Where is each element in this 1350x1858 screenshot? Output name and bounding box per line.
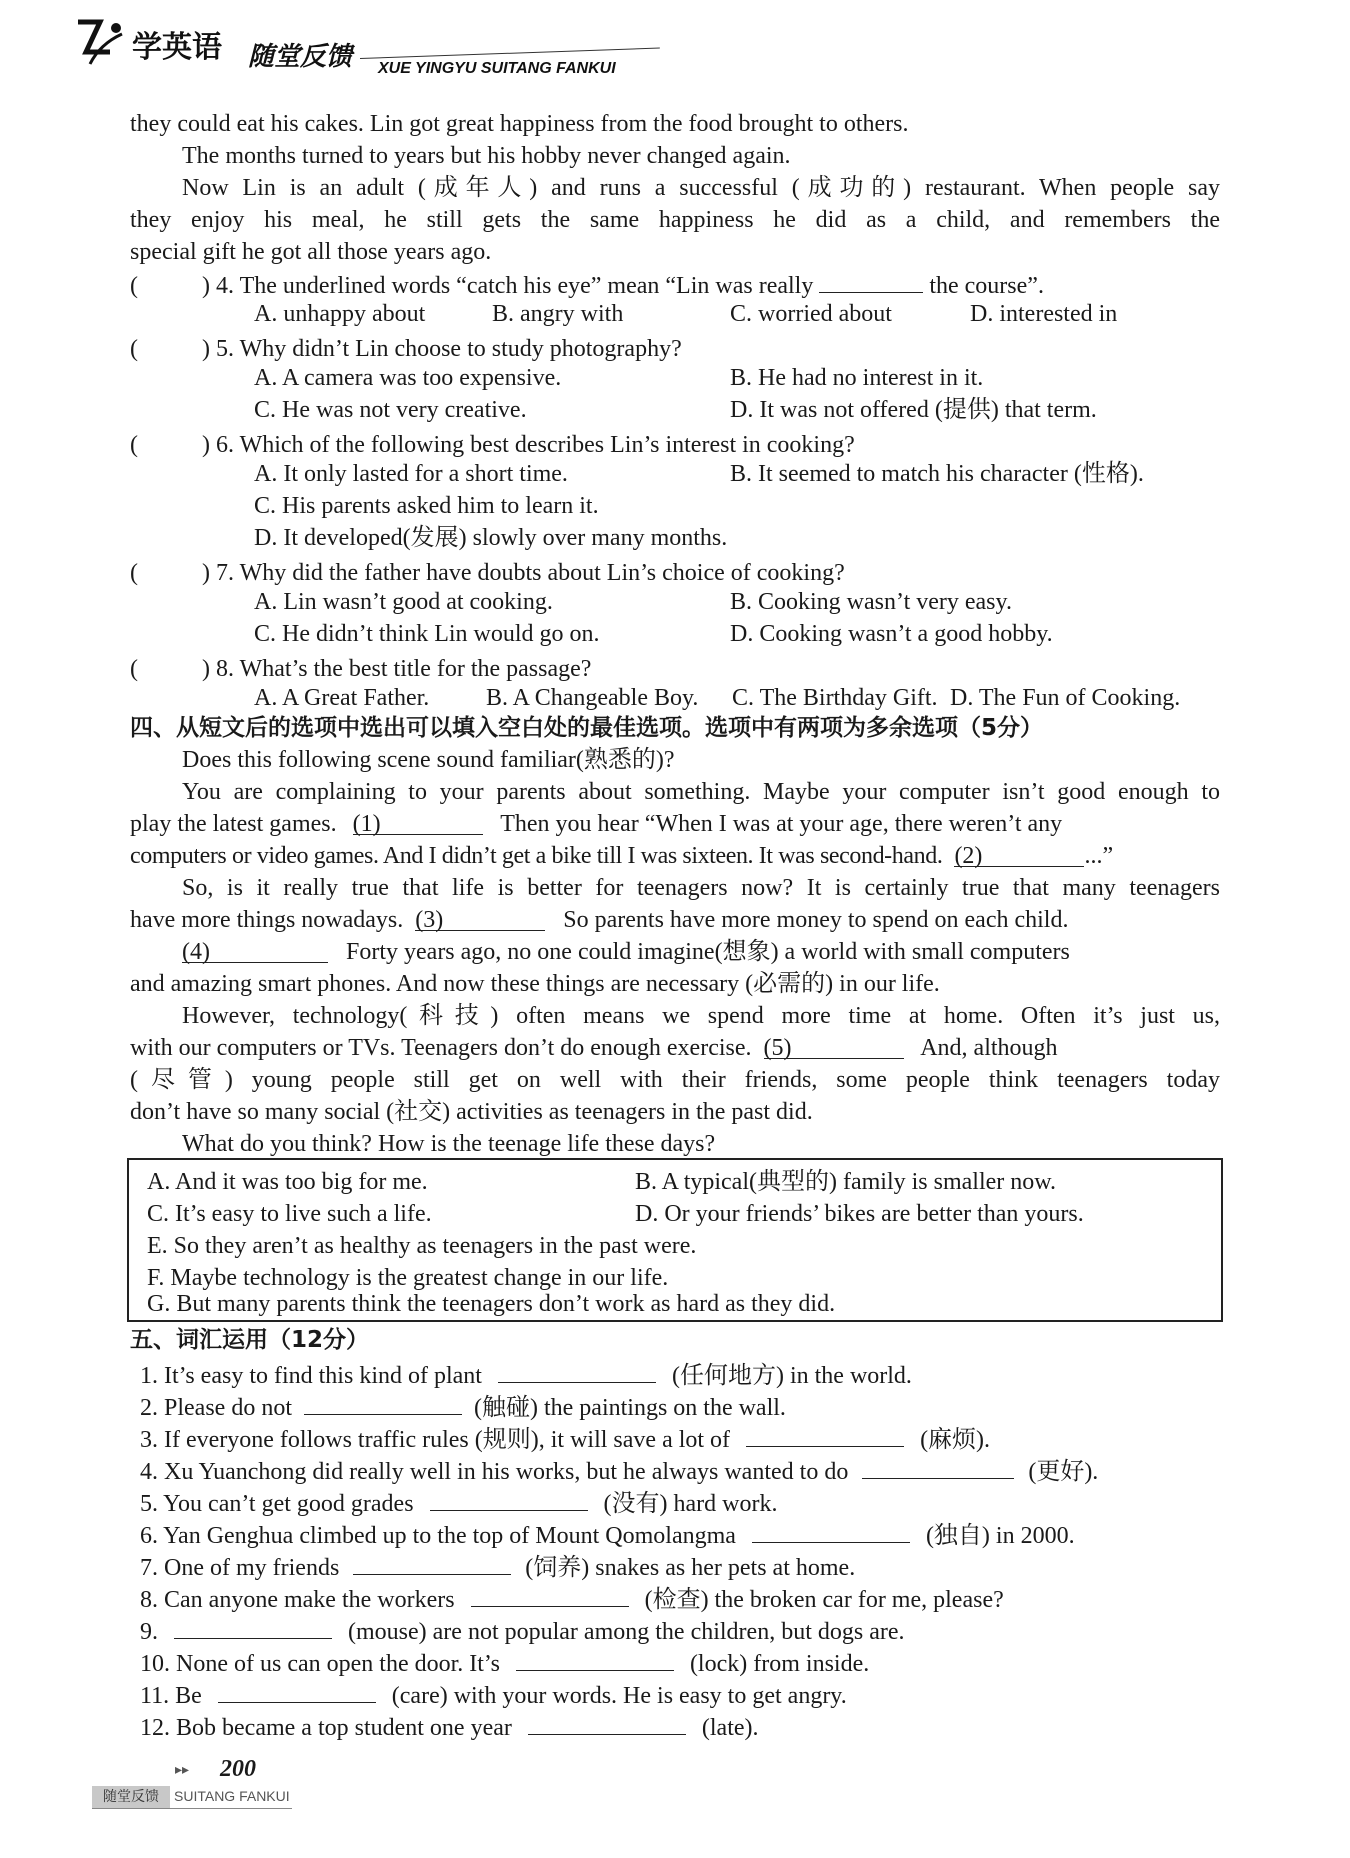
- vocab-blank[interactable]: [498, 1356, 656, 1383]
- option-c[interactable]: C. It’s easy to live such a life.: [147, 1201, 432, 1227]
- page-number: 200: [220, 1756, 256, 1782]
- text-segment: So parents have more money to spend on each child.: [563, 907, 1069, 933]
- double-arrow-icon: ▸▸: [175, 1762, 190, 1778]
- answer-slot[interactable]: [144, 554, 196, 580]
- question-4: [130, 266, 1044, 302]
- text-line: However, technology(科技) often means we spend more time at home. Often it’s just us,: [182, 1003, 1220, 1029]
- answer-paren-open: (: [130, 273, 138, 299]
- answer-paren-open: (: [130, 560, 138, 586]
- vocab-blank[interactable]: [862, 1452, 1014, 1479]
- vocab-blank[interactable]: [304, 1388, 462, 1415]
- blank-number: (1): [352, 811, 381, 837]
- item-hint: (care) with your words. He is easy to get angry.: [391, 1683, 847, 1709]
- option-a[interactable]: A. A Great Father.: [254, 685, 430, 711]
- text-line: don’t have so many social (社交) activities as teenagers in the past did.: [130, 1099, 813, 1125]
- option-g[interactable]: G. But many parents think the teenagers don’t work as hard as they did.: [147, 1291, 836, 1317]
- item-text: 8. Can anyone make the workers: [140, 1587, 455, 1613]
- text-line: (尽管) young people still get on well with their friends, some people think teenagers today: [130, 1067, 1220, 1093]
- vocab-item: [140, 1612, 905, 1648]
- passage-line: they enjoy his meal, he still gets the same happiness he did as a child, and remembers the: [130, 207, 1220, 233]
- item-text: 12. Bob became a top student one year: [140, 1715, 512, 1741]
- option-b[interactable]: B. He had no interest in it.: [730, 365, 984, 391]
- vocab-blank[interactable]: [516, 1644, 674, 1671]
- blank-number: (2): [954, 843, 983, 869]
- text-line: Does this following scene sound familiar(熟悉的)?: [182, 747, 675, 773]
- answer-slot[interactable]: [144, 650, 196, 676]
- answer-paren-close: ): [202, 656, 210, 682]
- option-d[interactable]: D. Or your friends’ bikes are better than yours.: [635, 1201, 1084, 1227]
- option-d[interactable]: D. interested in: [970, 301, 1118, 327]
- vocab-blank[interactable]: [174, 1612, 332, 1639]
- vocab-blank[interactable]: [746, 1420, 904, 1447]
- answer-paren-open: (: [130, 432, 138, 458]
- item-text: 6. Yan Genghua climbed up to the top of Mount Qomolangma: [140, 1523, 736, 1549]
- vocab-blank[interactable]: [353, 1548, 511, 1575]
- option-e[interactable]: E. So they aren’t as healthy as teenagers in the past were.: [147, 1233, 697, 1259]
- option-d[interactable]: D. Cooking wasn’t a good hobby.: [730, 621, 1053, 647]
- item-text: 5. You can’t get good grades: [140, 1491, 414, 1517]
- answer-paren-close: ): [202, 560, 210, 586]
- text-line-with-blank: [130, 808, 1220, 840]
- vocab-blank[interactable]: [752, 1516, 910, 1543]
- footer-rule: [92, 1808, 292, 1809]
- text-segment: play the latest games.: [130, 811, 337, 837]
- vocab-item: [140, 1484, 777, 1520]
- answer-paren-close: ): [202, 432, 210, 458]
- passage-line: Now Lin is an adult (成年人) and runs a successful (成功的) restaurant. When people say: [182, 175, 1220, 201]
- blank-number: (4): [182, 939, 210, 965]
- header-title-cn: 学英语: [132, 30, 222, 65]
- section-5: [130, 1324, 1225, 1744]
- text-segment: with our computers or TVs. Teenagers don’t do enough exercise.: [130, 1035, 752, 1061]
- passage-end: [130, 108, 1220, 268]
- item-text: 10. None of us can open the door. It’s: [140, 1651, 500, 1677]
- option-a[interactable]: A. And it was too big for me.: [147, 1169, 428, 1195]
- passage-line: The months turned to years but his hobby never changed again.: [182, 143, 791, 169]
- question-5: [130, 330, 682, 365]
- item-hint: (任何地方) in the world.: [671, 1363, 912, 1389]
- text-line: What do you think? How is the teenage life these days?: [182, 1131, 716, 1157]
- vocab-item: [140, 1708, 759, 1744]
- section-4-title: 四、从短文后的选项中选出可以填入空白处的最佳选项。选项中有两项为多余选项（5分）: [130, 715, 1044, 741]
- answer-paren-open: (: [130, 336, 138, 362]
- passage-line: they could eat his cakes. Lin got great happiness from the food brought to others.: [130, 111, 909, 137]
- vocab-blank[interactable]: [528, 1708, 686, 1735]
- blank-2[interactable]: [954, 840, 1084, 867]
- fill-blank[interactable]: [819, 266, 923, 293]
- item-text: 2. Please do not: [140, 1395, 292, 1421]
- option-d[interactable]: D. It was not offered (提供) that term.: [730, 397, 1097, 423]
- item-hint: (饲养) snakes as her pets at home.: [525, 1555, 856, 1581]
- vocab-item: [140, 1676, 847, 1712]
- vocab-item: [140, 1388, 786, 1424]
- question-stem: 4. The underlined words “catch his eye” mean “Lin was really: [216, 273, 814, 299]
- item-text: 1. It’s easy to find this kind of plant: [140, 1363, 482, 1389]
- text-line: and amazing smart phones. And now these things are necessary (必需的) in our life.: [130, 971, 940, 997]
- item-hint: (检查) the broken car for me, please?: [644, 1587, 1004, 1613]
- option-a[interactable]: A. Lin wasn’t good at cooking.: [254, 589, 553, 615]
- vocab-blank[interactable]: [471, 1580, 629, 1607]
- text-segment: computers or video games. And I didn’t get a bike till I was sixteen. It was second-hand.: [130, 843, 943, 869]
- question-stem: 5. Why didn’t Lin choose to study photography?: [216, 336, 682, 362]
- blank-3[interactable]: [415, 904, 545, 931]
- header-title-en: XUE YINGYU SUITANG FANKUI: [378, 60, 616, 77]
- question-stem: 8. What’s the best title for the passage?: [216, 656, 592, 682]
- vocab-item: [140, 1420, 990, 1456]
- footer-tag-cn: 随堂反馈: [92, 1786, 170, 1808]
- option-c[interactable]: C. He didn’t think Lin would go on.: [254, 621, 600, 647]
- section-4: [130, 712, 1220, 1157]
- logo-icon: [70, 14, 130, 74]
- text-segment: And, although: [920, 1035, 1058, 1061]
- text-line-with-blank: [130, 1032, 1220, 1064]
- answer-paren-open: (: [130, 656, 138, 682]
- text-segment: Forty years ago, no one could imagine(想象) a world with small computers: [346, 939, 1070, 965]
- section-5-title: 五、词汇运用（12分）: [130, 1327, 370, 1353]
- vocab-blank[interactable]: [218, 1676, 376, 1703]
- vocab-blank[interactable]: [430, 1484, 588, 1511]
- item-hint: (触碰) the paintings on the wall.: [473, 1395, 786, 1421]
- question-7: [130, 554, 845, 589]
- vocab-item: [140, 1644, 869, 1680]
- answer-slot[interactable]: [144, 426, 196, 452]
- header-rule: [360, 48, 660, 59]
- reading-questions: [130, 266, 1230, 711]
- option-b[interactable]: B. It seemed to match his character (性格).: [730, 461, 1144, 487]
- blank-number: (5): [763, 1035, 792, 1061]
- item-text: 7. One of my friends: [140, 1555, 340, 1581]
- text-segment: have more things nowadays.: [130, 907, 404, 933]
- option-c[interactable]: C. He was not very creative.: [254, 397, 527, 423]
- item-text: 9.: [140, 1619, 158, 1645]
- blank-1[interactable]: [353, 808, 483, 835]
- item-hint: (独自) in 2000.: [925, 1523, 1075, 1549]
- option-a[interactable]: A. unhappy about: [254, 301, 426, 327]
- footer-tag-en: SUITANG FANKUI: [174, 1788, 290, 1804]
- item-hint: (麻烦).: [920, 1427, 991, 1453]
- text-line-with-blank: [182, 936, 1070, 968]
- item-hint: (late).: [701, 1715, 759, 1741]
- item-text: 3. If everyone follows traffic rules (规则), it will save a lot of: [140, 1427, 731, 1453]
- text-line: So, is it really true that life is better for teenagers now? It is certainly true that many teenagers: [182, 875, 1220, 901]
- vocab-item: [140, 1356, 912, 1392]
- item-hint: (lock) from inside.: [689, 1651, 870, 1677]
- text-line-with-blank: [130, 904, 1068, 936]
- vocab-item: [140, 1452, 1098, 1488]
- question-8: [130, 650, 591, 685]
- option-c[interactable]: C. The Birthday Gift.: [732, 685, 938, 711]
- header-subtitle-cn: 随堂反馈: [248, 42, 353, 72]
- option-d[interactable]: D. The Fun of Cooking.: [950, 685, 1181, 711]
- question-stem: 6. Which of the following best describes Lin’s interest in cooking?: [216, 432, 855, 458]
- blank-number: (3): [415, 907, 444, 933]
- blank-5[interactable]: [764, 1032, 904, 1059]
- option-a[interactable]: A. It only lasted for a short time.: [254, 461, 568, 487]
- option-a[interactable]: A. A camera was too expensive.: [254, 365, 562, 391]
- option-b[interactable]: B. A Changeable Boy.: [486, 685, 699, 711]
- passage-line: special gift he got all those years ago.: [130, 239, 492, 265]
- text-line: You are complaining to your parents about something. Maybe your computer isn’t good enough to: [182, 779, 1220, 805]
- question-stem: 7. Why did the father have doubts about Lin’s choice of cooking?: [216, 560, 845, 586]
- answer-slot[interactable]: [144, 267, 196, 293]
- item-hint: (没有) hard work.: [603, 1491, 778, 1517]
- vocab-item: [140, 1516, 1075, 1552]
- option-f[interactable]: F. Maybe technology is the greatest change in our life.: [147, 1265, 669, 1291]
- options-box: [127, 1158, 1223, 1322]
- item-text: 11. Be: [140, 1683, 202, 1709]
- option-b[interactable]: B. A typical(典型的) family is smaller now.: [635, 1169, 1057, 1195]
- question-stem-end: the course”.: [929, 273, 1044, 299]
- option-c[interactable]: C. worried about: [730, 301, 892, 327]
- answer-paren-close: ): [202, 273, 210, 299]
- text-segment: ...”: [1084, 843, 1114, 869]
- item-text: 4. Xu Yuanchong did really well in his works, but he always wanted to do: [140, 1459, 849, 1485]
- option-d[interactable]: D. It developed(发展) slowly over many months.: [254, 525, 728, 551]
- answer-slot[interactable]: [144, 330, 196, 356]
- answer-paren-close: ): [202, 336, 210, 362]
- option-b[interactable]: B. angry with: [492, 301, 624, 327]
- blank-4[interactable]: [182, 936, 328, 963]
- option-c[interactable]: C. His parents asked him to learn it.: [254, 493, 599, 519]
- text-line-with-blank: [130, 840, 1113, 872]
- item-hint: (更好).: [1028, 1459, 1099, 1485]
- vocab-item: [140, 1580, 1004, 1616]
- text-segment: Then you hear “When I was at your age, there weren’t any: [500, 811, 1063, 837]
- vocab-item: [140, 1548, 855, 1584]
- item-hint: (mouse) are not popular among the children, but dogs are.: [348, 1619, 905, 1645]
- option-b[interactable]: B. Cooking wasn’t very easy.: [730, 589, 1012, 615]
- question-6: [130, 426, 855, 461]
